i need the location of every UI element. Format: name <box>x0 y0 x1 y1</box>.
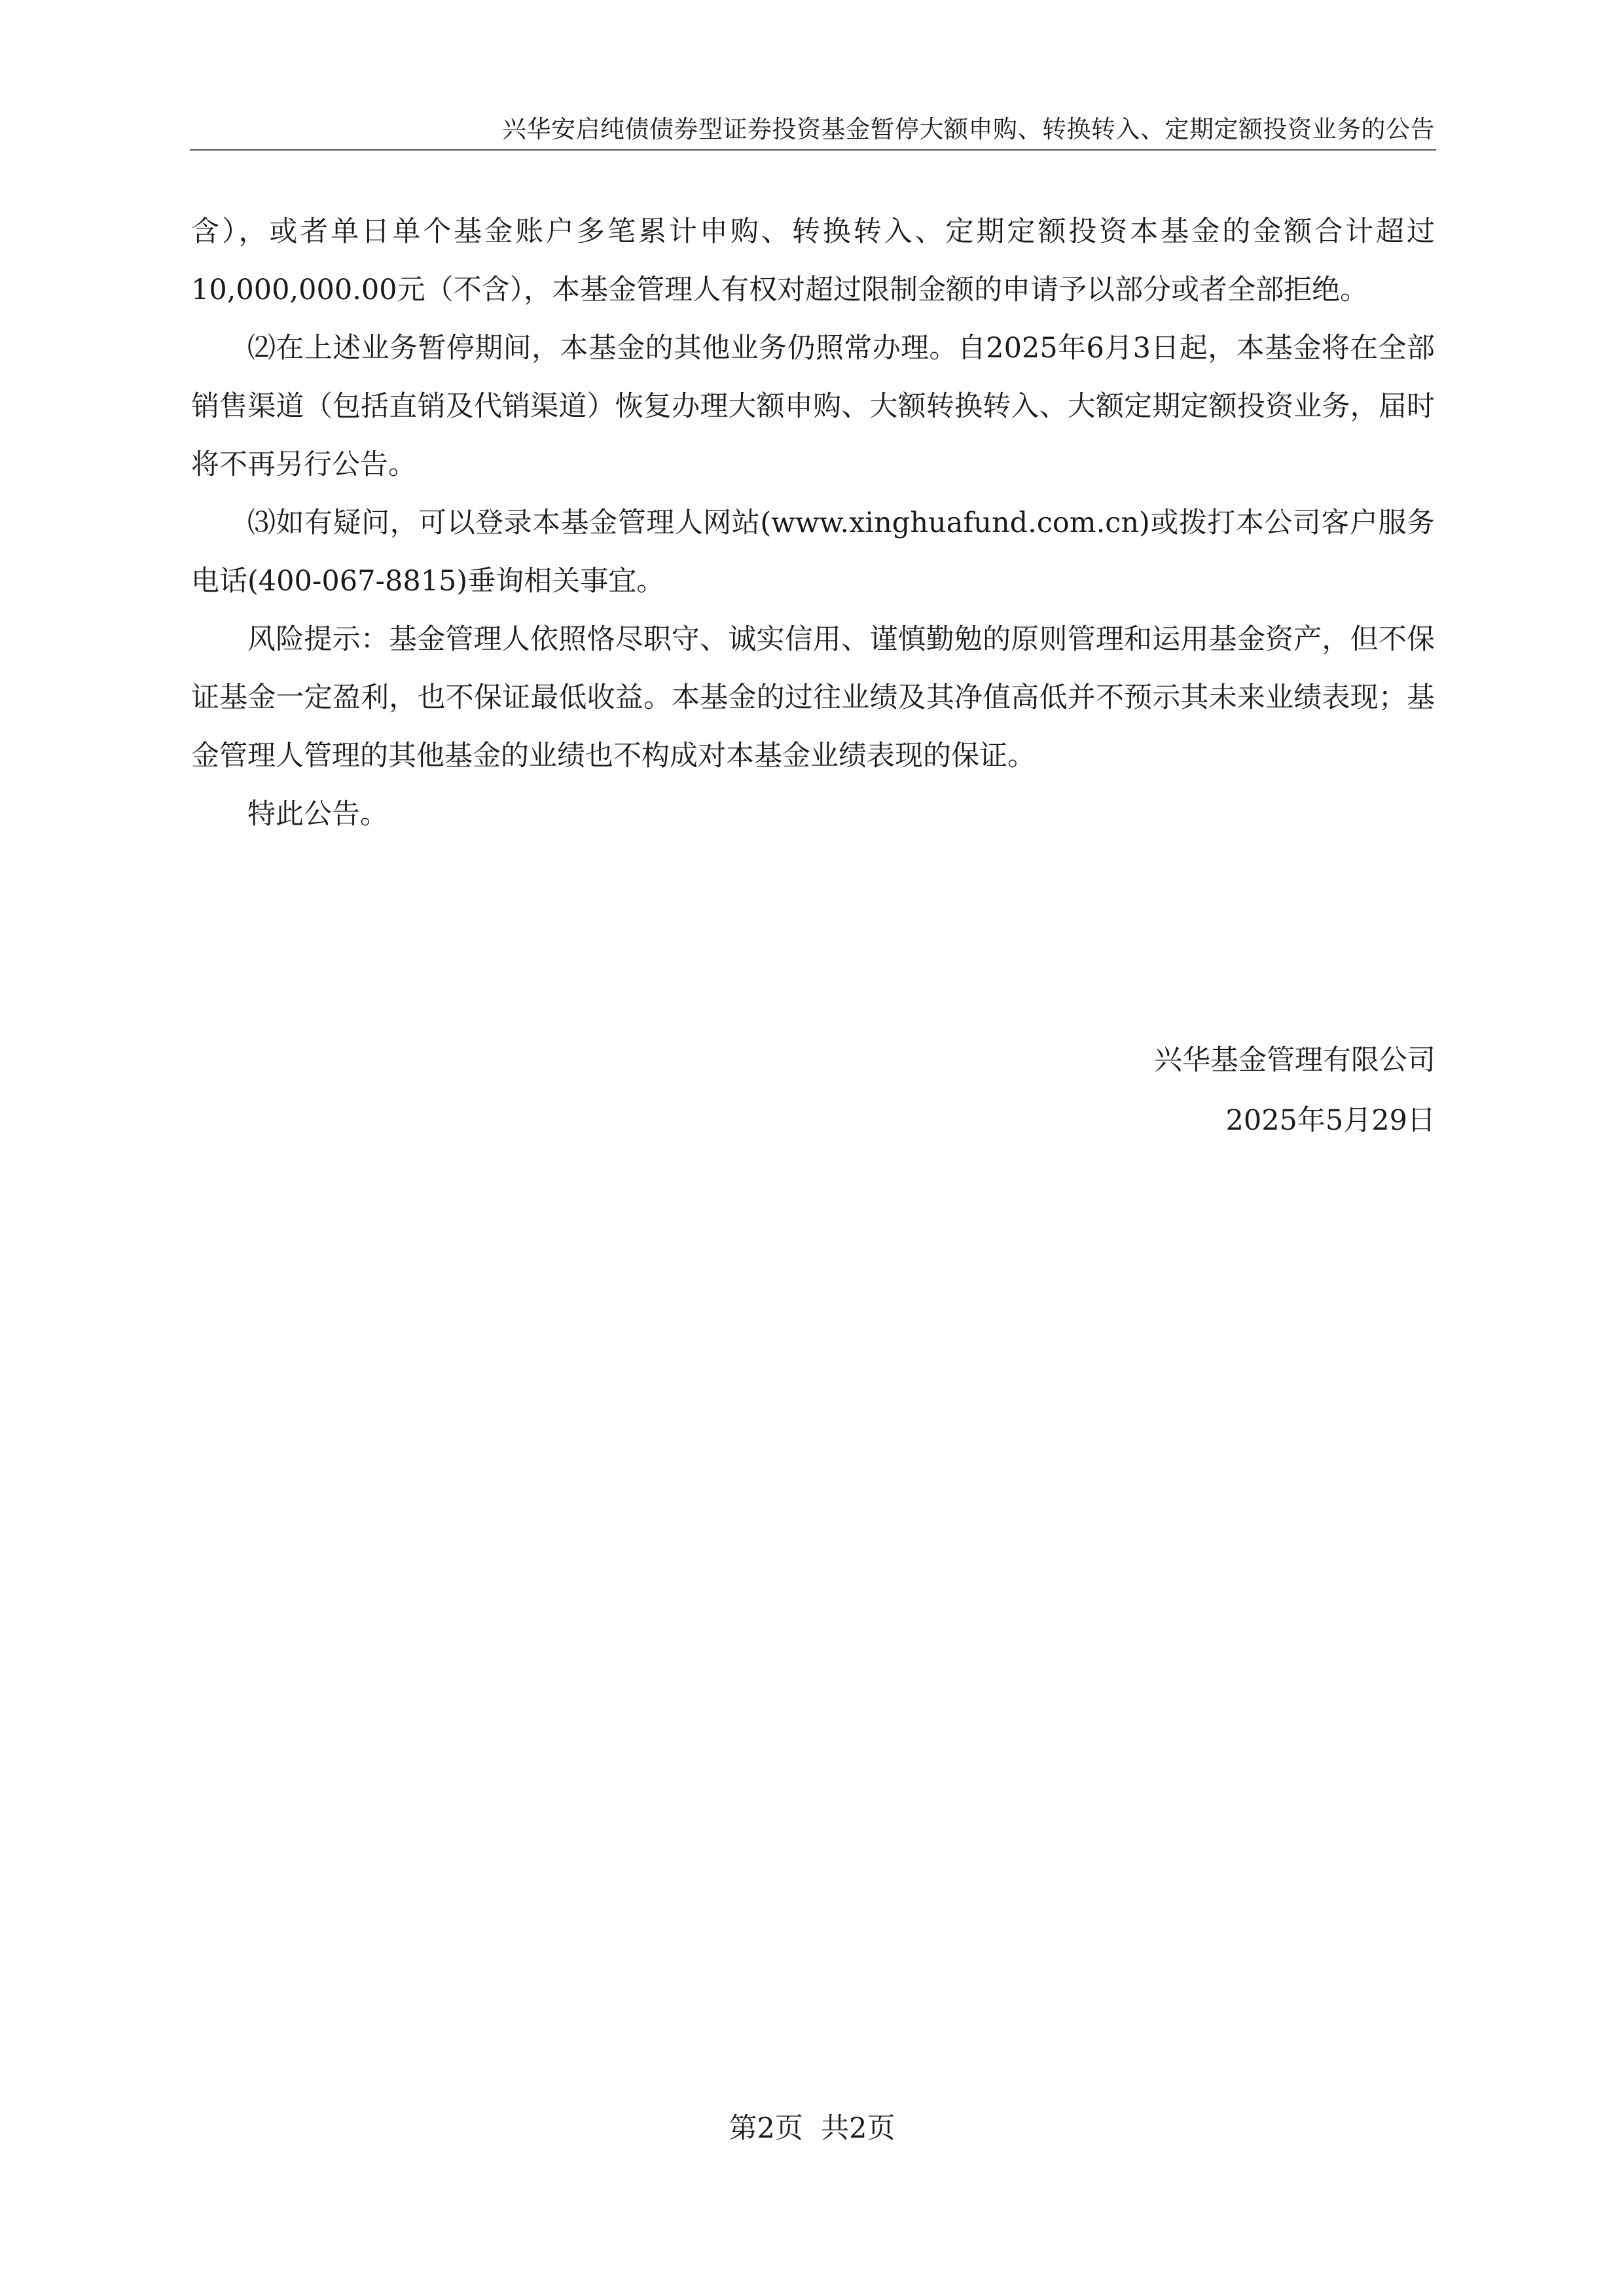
page-number-current: 第2页 <box>729 2112 803 2145</box>
page-footer <box>0 2110 1624 2147</box>
page-header <box>190 113 1436 151</box>
paragraph-closing: 特此公告。 <box>247 798 388 831</box>
page-number-total: 共2页 <box>821 2112 895 2145</box>
paragraph-item-3: ⑶如有疑问，可以登录本基金管理人网站(www.xinghuafund.com.cn)或拨打本公司客户服务电话(400-067-8815)垂询相关事宜。 <box>191 507 1435 598</box>
paragraph-risk-notice: 风险提示：基金管理人依照恪尽职守、诚实信用、谨慎勤勉的原则管理和运用基金资产，但不保证基金一定盈利，也不保证最低收益。本基金的过往业绩及其净值高低并不预示其未来业绩表现；基金管理人管理的其他基金的业绩也不构成对本基金业绩表现的保证。 <box>191 623 1435 772</box>
paragraph-continuation: 含），或者单日单个基金账户多笔累计申购、转换转入、定期定额投资本基金的金额合计超过10,000,000.00元（不含），本基金管理人有权对超过限制金额的申请予以部分或者全部拒绝。 <box>191 215 1435 306</box>
signature-company: 兴华基金管理有限公司 <box>1154 1044 1435 1077</box>
paragraph-item-2: ⑵在上述业务暂停期间，本基金的其他业务仍照常办理。自2025年6月3日起，本基金将在全部销售渠道（包括直销及代销渠道）恢复办理大额申购、大额转换转入、大额定期定额投资业务，届时将不再另行公告。 <box>191 332 1435 481</box>
header-title: 兴华安启纯债债券型证券投资基金暂停大额申购、转换转入、定期定额投资业务的公告 <box>502 115 1435 143</box>
signature-block <box>1154 1030 1435 1151</box>
signature-date: 2025年5月29日 <box>1225 1104 1435 1137</box>
announcement-body <box>191 203 1435 844</box>
